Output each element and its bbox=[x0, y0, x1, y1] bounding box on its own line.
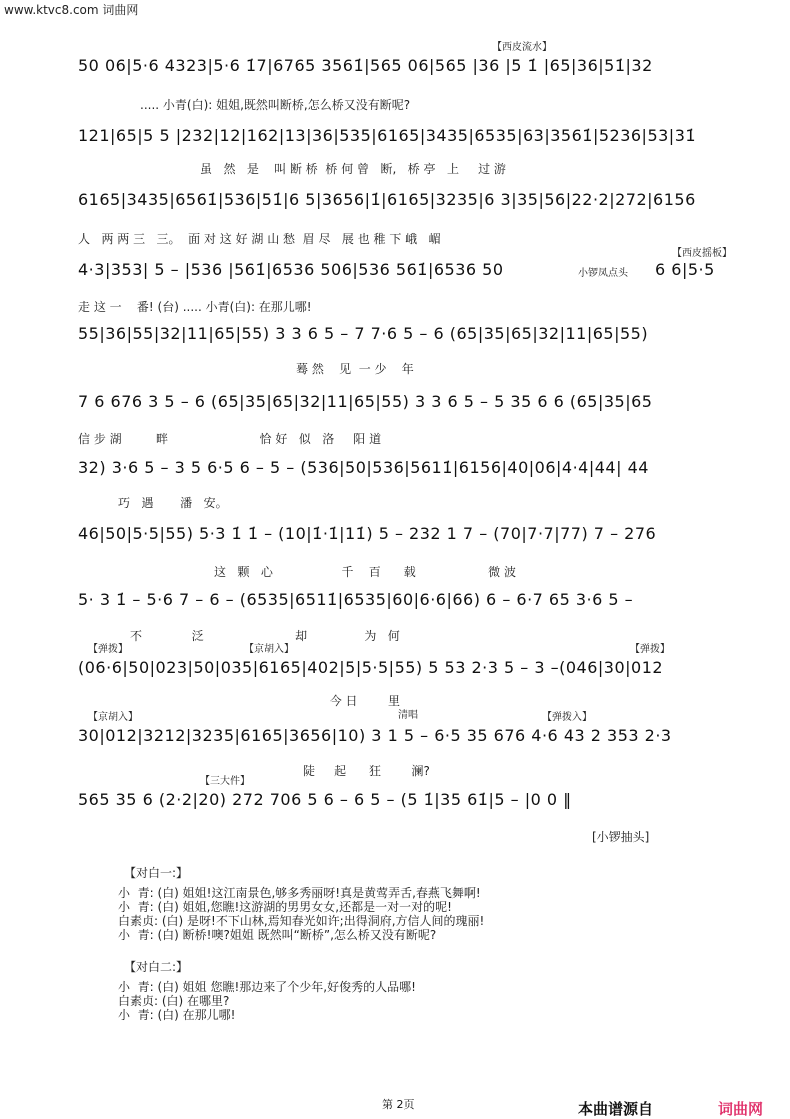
lyric-row-2: 虽 然 是 叫 断 桥 桥 何 曾 断, 桥 亭 上 过 游 bbox=[200, 162, 506, 176]
dialogue-1-line-4: 小 青: (白) 断桥!噢?姐姐 既然叫“断桥”,怎么桥又没有断呢? bbox=[118, 928, 437, 942]
notation-row-2: 121|65|5 5 |232|12|162|13|36|535|6165|3435|6535|63|3561̇|5236|53|31̇ bbox=[78, 126, 697, 145]
tag-qingchang: 清唱 bbox=[398, 710, 418, 721]
notation-row-7: 32) 3·6 5 – 3 5 6·5 6 – 5 – (536|50|536|5611̇|6156|40|06|4·4|44| 44 bbox=[78, 458, 649, 477]
dialogue-2-line-2: 白素贞: (白) 在哪里? bbox=[118, 994, 230, 1008]
notation-row-12: 565 35 6 (2·2|20) 272 706 5 6 – 6 5 – (5 1̇|35 61̇|5 – |0 0 ‖ bbox=[78, 790, 572, 809]
notation-row-8: 46|50|5·5|55) 5·3 1̇ 1̇ – (10|1̇·1̇|11̇) 5 – 232 1 7 – (70|7·7|77) 7 – 276 bbox=[78, 524, 657, 543]
dialogue-1-line-3: 白素贞: (白) 是呀!不下山林,焉知春光如许;出得洞府,方信人间的瑰丽! bbox=[118, 914, 485, 928]
tag-xiaoluo-fengdiantou: 小锣凤点头 bbox=[578, 268, 628, 279]
notation-row-5: 55|36|55|32|11|65|55) 3 3 6 5 – 7 7·6 5 – 6 (65|35|65|32|11|65|55) bbox=[78, 324, 649, 343]
notation-row-10: (06·6|50|023|50|035|6165|402|5|5·5|55) 5 53 2·3 5 – 3 –(046|30|012 bbox=[78, 658, 664, 677]
tag-tanbo-ru: 【弹拨入】 bbox=[542, 712, 592, 723]
tag-jinghu-ru-1: 【京胡入】 bbox=[244, 644, 294, 655]
dialogue-2-line-1: 小 青: (白) 姐姐 您瞧!那边来了个少年,好俊秀的人品哪! bbox=[118, 980, 416, 994]
notation-row-6: 7 6 676 3 5 – 6 (65|35|65|32|11|65|55) 3 3 6 5 – 5 35 6 6 (65|35|65 bbox=[78, 392, 653, 411]
lyric-row-7: 巧 遇 潘 安。 bbox=[118, 496, 228, 510]
notation-row-9: 5· 3 1̇ – 5·6 7 – 6 – (6535|6511̇|6535|60|6·6|66) 6 – 6·7 65 3·6 5 – bbox=[78, 590, 634, 609]
site-logo: 词曲网 bbox=[718, 1100, 764, 1118]
lyric-row-5: 蓦 然 见 一 少 年 bbox=[296, 362, 414, 376]
dialogue-1-line-1: 小 青: (白) 姐姐!这江南景色,够多秀丽呀!真是黄莺弄舌,春燕飞舞啊! bbox=[118, 886, 481, 900]
tag-tanbo-2: 【弹拨】 bbox=[630, 644, 670, 655]
notation-row-4: 4·3|353| 5 – |536 |561̇|6536 506|536 561̇|6536 50 bbox=[78, 260, 504, 279]
lyric-row-6: 信 步 湖 畔 恰 好 似 洛 阳 道 bbox=[78, 432, 382, 446]
notation-row-3: 6165|3435|6561̇|536|51̇|6 5|3656|1̇|6165|3235|6 3|35|56|22·2|272|6156 bbox=[78, 190, 696, 209]
lyric-row-10: 今 日 里 bbox=[200, 694, 401, 708]
source-text: 本曲谱源自 bbox=[578, 1100, 654, 1118]
lyric-row-9: 不 泛 却 为 何 bbox=[130, 629, 400, 643]
lyric-row-11: 陡 起 狂 澜? bbox=[200, 764, 430, 778]
tag-tanbo-1: 【弹拨】 bbox=[88, 644, 128, 655]
notation-row-11: 30|012|3212|3235|6165|3656|10) 3 1 5 – 6·5 35 676 4·6 43 2 353 2·3 bbox=[78, 726, 672, 745]
lyric-row-3: 人 两 两 三 三。 面 对 这 好 湖 山 愁 眉 尽 展 也 稚 下 峨 嵋 bbox=[78, 232, 441, 246]
dialogue-2-line-3: 小 青: (白) 在那儿哪! bbox=[118, 1008, 236, 1022]
lyric-row-4: 走 这 一 番! (台) ..... 小青(白): 在那儿哪! bbox=[78, 300, 312, 314]
tag-xipi-yaoban: 【西皮摇板】 bbox=[672, 248, 732, 259]
lyric-xiaoluo-choutou: [小锣抽头] bbox=[592, 830, 650, 844]
tag-jinghu-ru-2: 【京胡入】 bbox=[88, 712, 138, 723]
dialogue-1-title: 【对白一:】 bbox=[124, 866, 189, 880]
site-header: www.ktvc8.com 词曲网 bbox=[4, 3, 139, 17]
tag-sandajian: 【三大件】 bbox=[200, 776, 250, 787]
dialogue-1-line-2: 小 青: (白) 姐姐,您瞧!这游湖的男男女女,还都是一对一对的呢! bbox=[118, 900, 452, 914]
notation-row-4-end: 6 6|5·5 bbox=[655, 260, 715, 279]
lyric-row-8: 这 颗 心 千 百 载 微 波 bbox=[214, 565, 516, 579]
lyric-row-1: ..... 小青(白): 姐姐,既然叫断桥,怎么桥又没有断呢? bbox=[140, 98, 411, 112]
tag-xipi-liushui: 【西皮流水】 bbox=[492, 42, 552, 53]
page-number: 第 2页 bbox=[382, 1098, 415, 1111]
notation-row-1: 50 06|5·6 4323|5·6 1̇7|6765 3561̇|565 06|565 |36 |5 1̇ |65|36|51̇|32 bbox=[78, 56, 653, 75]
dialogue-2-title: 【对白二:】 bbox=[124, 960, 189, 974]
